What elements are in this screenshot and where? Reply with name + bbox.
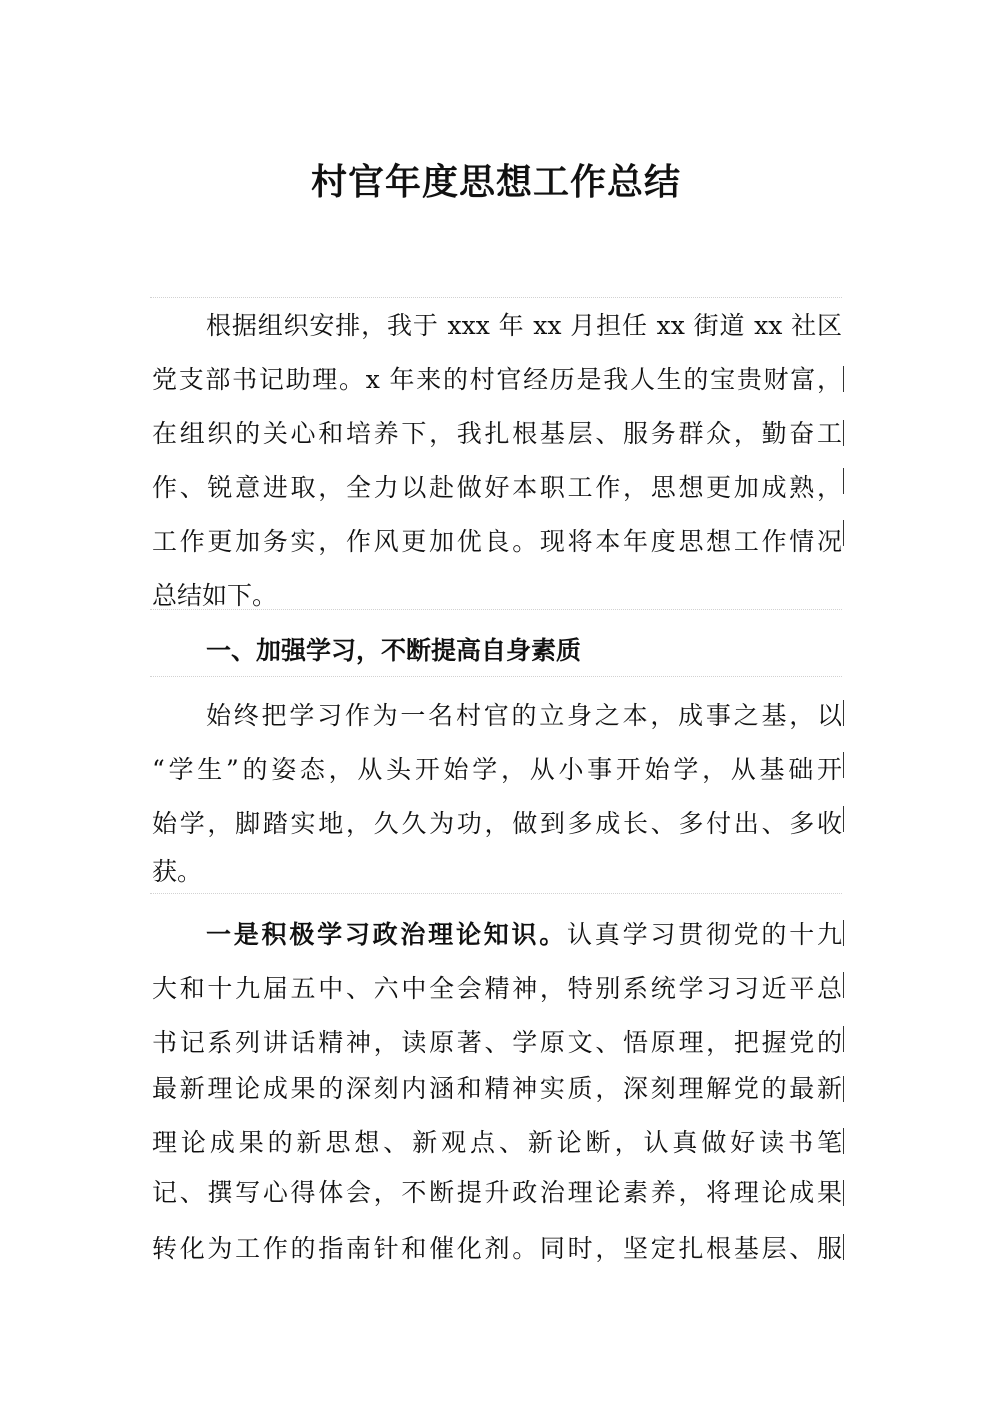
margin-mark [843, 1026, 844, 1052]
section1-line: 获。 [152, 857, 203, 886]
margin-mark [843, 420, 844, 446]
point1-first-line [206, 908, 842, 962]
intro-line: 工作更加务实，作风更加优良。现将本年度思想工作情况 [152, 527, 842, 556]
section1-line: “学生”的姿态，从头开始学，从小事开始学，从基础开 [152, 755, 842, 784]
point1-line: 理论成果的新思想、新观点、新论断，认真做好读书笔 [152, 1128, 842, 1157]
section1-line: 始学，脚踏实地，久久为功，做到多成长、多付出、多收 [152, 809, 842, 838]
margin-mark [843, 1234, 844, 1260]
intro-line: 在组织的关心和培养下，我扎根基层、服务群众，勤奋工 [152, 419, 842, 448]
margin-mark [843, 806, 844, 832]
divider [150, 893, 842, 894]
intro-line: 根据组织安排，我于 xxx 年 xx 月担任 xx 街道 xx 社区 [206, 311, 842, 340]
point1-line: 大和十九届五中、六中全会精神，特别系统学习习近平总 [152, 974, 842, 1003]
divider [150, 297, 842, 298]
divider [150, 609, 842, 610]
margin-mark [843, 700, 844, 726]
document-title: 村官年度思想工作总结 [310, 161, 681, 203]
intro-line: 总结如下。 [152, 581, 278, 610]
intro-line: 作、锐意进取，全力以赴做好本职工作，思想更加成熟， [152, 473, 842, 502]
point1-line: 记、撰写心得体会，不断提升政治理论素养，将理论成果 [152, 1178, 842, 1207]
margin-mark [843, 972, 844, 998]
section-heading: 一、加强学习，不断提高自身素质 [206, 636, 582, 665]
point1-lead: 一是积极学习政治理论知识。 [206, 920, 568, 949]
margin-mark [843, 366, 844, 392]
point1-line: 转化为工作的指南针和催化剂。同时，坚定扎根基层、服 [152, 1234, 842, 1263]
point1-line: 最新理论成果的深刻内涵和精神实质，深刻理解党的最新 [152, 1074, 842, 1103]
point1-first-line-rest: 认真学习贯彻党的十九 [567, 920, 842, 949]
margin-mark [843, 520, 844, 546]
margin-mark [843, 1180, 844, 1206]
margin-mark [843, 468, 844, 494]
intro-line: 党支部书记助理。x 年来的村官经历是我人生的宝贵财富， [152, 365, 842, 394]
divider [150, 676, 842, 677]
point1-line: 书记系列讲话精神，读原著、学原文、悟原理，把握党的 [152, 1028, 842, 1057]
margin-mark [843, 752, 844, 778]
margin-mark [843, 1128, 844, 1154]
margin-mark [843, 920, 844, 946]
margin-mark [843, 1076, 844, 1102]
section1-line: 始终把学习作为一名村官的立身之本，成事之基，以 [206, 701, 842, 730]
